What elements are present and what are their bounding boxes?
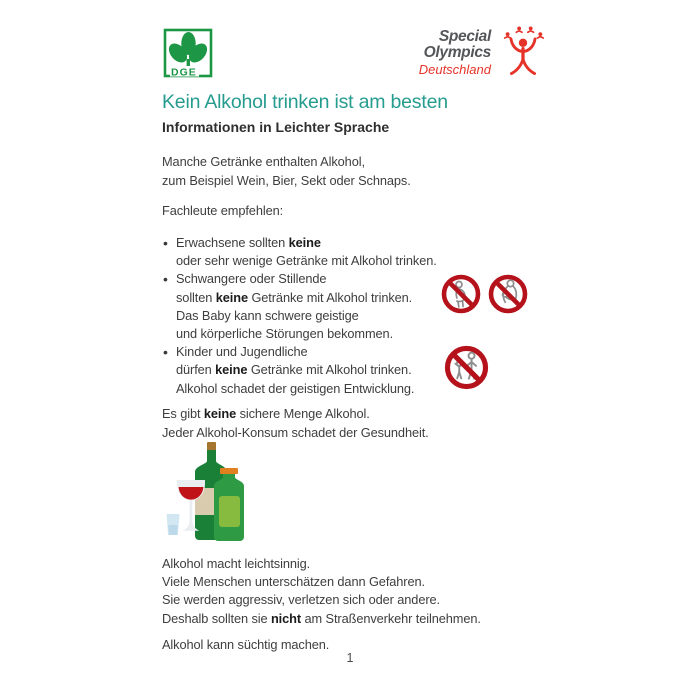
- page-subtitle: Informationen in Leichter Sprache: [162, 119, 390, 135]
- text-line: Alkohol kann süchtig machen.: [162, 637, 330, 652]
- text-line: Fachleute empfehlen:: [162, 203, 284, 218]
- special-olympics-icon: [498, 24, 548, 77]
- list-item: [162, 343, 437, 398]
- dge-logo-text: DGE: [171, 66, 197, 78]
- text-line: • Kinder und Jugendliche: [176, 344, 308, 360]
- special-olympics-wordmark: [419, 24, 491, 76]
- list-item: [162, 270, 437, 343]
- so-wordmark-line3: Deutschland: [418, 61, 491, 77]
- text-line: Jeder Alkohol-Konsum schadet der Gesundheit.: [162, 425, 429, 440]
- text-line: • Schwangere oder Stillende: [176, 271, 327, 287]
- page-title: Kein Alkohol trinken ist am besten: [162, 91, 448, 113]
- bottle-cap-icon: [220, 468, 238, 474]
- so-wordmark-line2: Olympics: [423, 44, 491, 62]
- text-line: Viele Menschen unterschätzen dann Gefahren.: [162, 574, 425, 590]
- text-line: Sie werden aggressiv, verletzen sich oder andere.: [162, 592, 440, 608]
- no-alcohol-pregnancy-icon: [440, 273, 482, 315]
- text-line: oder sehr wenige Getränke mit Alkohol trinken.: [176, 253, 437, 269]
- recommendation-lead: [162, 201, 283, 220]
- text-line: und körperliche Störungen bekommen.: [176, 326, 394, 342]
- text-line: zum Beispiel Wein, Bier, Sekt oder Schnaps.: [162, 173, 411, 188]
- text-line: Alkohol schadet der geistigen Entwicklung.: [176, 380, 415, 396]
- text-line: sollten keine Getränke mit Alkohol trinken.: [176, 289, 413, 305]
- risks-paragraph: [162, 555, 481, 628]
- text-line: dürfen keine Getränke mit Alkohol trinken.: [176, 362, 412, 378]
- text-line: • Erwachsene sollten keine: [176, 235, 321, 250]
- text-line: Das Baby kann schwere geistige: [176, 307, 359, 323]
- recommendation-list: [162, 234, 437, 398]
- intro-paragraph: [162, 152, 411, 190]
- beer-bottle-label: [219, 496, 240, 527]
- dge-logo: [163, 28, 213, 78]
- alcoholic-drinks-illustration: [165, 441, 255, 543]
- so-wordmark-line1: Special: [438, 28, 491, 45]
- cork-icon: [207, 442, 216, 451]
- safe-amount-paragraph: [162, 404, 429, 442]
- text-line: Es gibt keine sichere Menge Alkohol.: [162, 406, 370, 421]
- text-line: Deshalb sollten sie nicht am Straßenverkehr teilnehmen.: [162, 610, 481, 626]
- list-item: [162, 234, 437, 270]
- text-line: Alkohol macht leichtsinnig.: [162, 556, 311, 571]
- no-alcohol-breastfeeding-icon: [487, 273, 529, 315]
- no-alcohol-children-icon: [443, 344, 490, 391]
- special-olympics-logo: [419, 24, 548, 77]
- page-number: 1: [346, 651, 354, 665]
- text-line: Manche Getränke enthalten Alkohol,: [162, 154, 365, 169]
